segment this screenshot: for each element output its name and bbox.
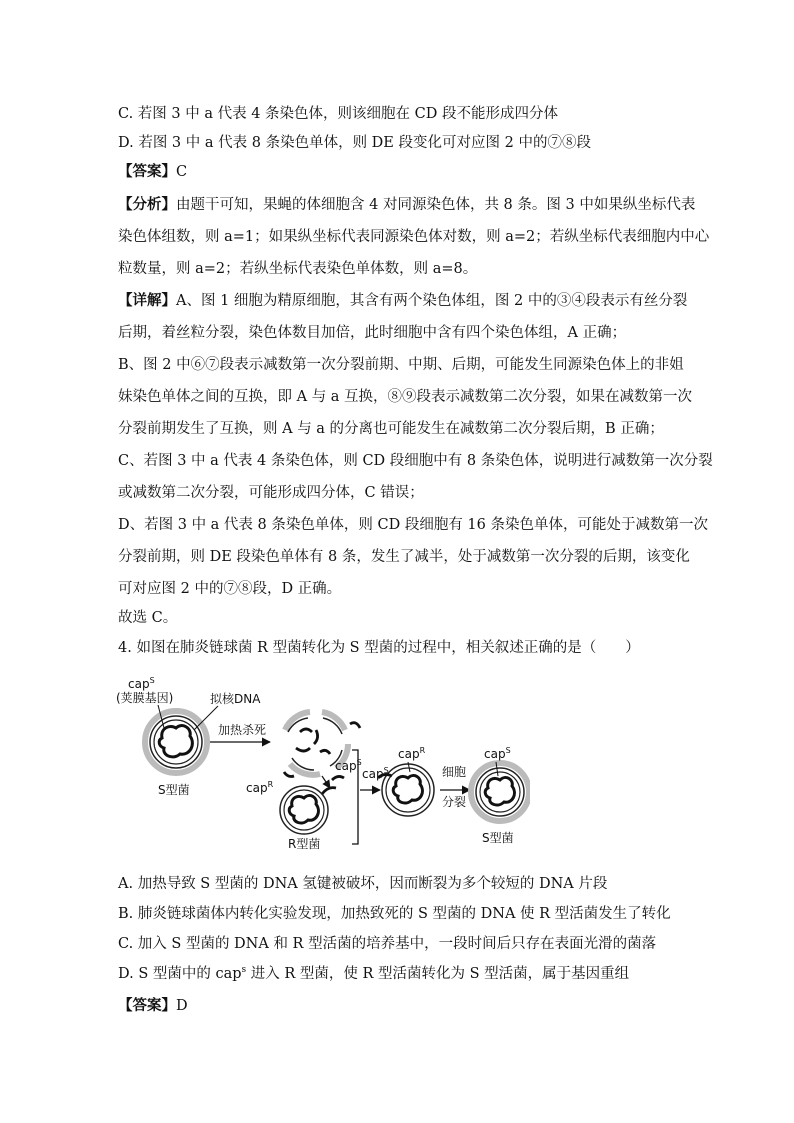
option-d: D. S 型菌中的 cap$^s$ 进入 R 型菌，使 R 型活菌转化为 S 型活菌，属于基因重组 [118, 965, 630, 982]
cap-s-label: cap$^S$ [484, 746, 511, 761]
cap-r-label: cap$^R$ [398, 746, 426, 761]
cap-s-fragment [322, 788, 336, 794]
transformation-diagram [110, 672, 530, 854]
s-bacterium-label: S型菌 [158, 783, 190, 797]
detail-line-4: 妹染色单体之间的互换，即 A 与 a 互换，⑧⑨段表示减数第二次分裂，如果在减数第一次 [118, 389, 693, 405]
s-bacterium-result [471, 763, 529, 821]
cap-s-label: cap$^S$ [335, 758, 362, 773]
cell-division-label-2: 分裂 [442, 795, 467, 809]
option-b: B. 肺炎链球菌体内转化实验发现，加热致死的 S 型菌的 DNA 使 R 型活菌发生了转化 [118, 906, 671, 922]
answer-line-q3 [118, 161, 678, 183]
answer-value: D [176, 998, 188, 1014]
answer-tag: 【答案】 [118, 997, 176, 1014]
detail-line-10: 可对应图 2 中的⑦⑧段，D 正确。 [118, 581, 342, 597]
r-bacterium-label: R型菌 [288, 837, 321, 851]
nucleoid-dna-label: 拟核DNA [210, 692, 261, 706]
analysis-line-3: 粒数量，则 a=2；若纵坐标代表染色单体数，则 a=8。 [118, 261, 478, 277]
fragment-arrow [322, 776, 330, 788]
detail-line-9: 分裂前期，则 DE 段染色单体有 8 条，发生了减半，处于减数第一次分裂的后期，该变化 [118, 549, 690, 565]
answer-value: C [176, 164, 188, 180]
analysis-line-2: 染色体组数，则 a=1；如果纵坐标代表同源染色体对数，则 a=2；若纵坐标代表细胞内中心 [118, 229, 710, 245]
capsule-gene-label: (荚膜基因) [116, 691, 174, 705]
cell-division-label-1: 细胞 [442, 765, 467, 779]
answer-tag: 【答案】 [118, 163, 176, 180]
detail-line-2: 后期，着丝粒分裂，染色体数目加倍，此时细胞中含有四个染色体组，A 正确； [118, 325, 627, 341]
question-4-stem: 4. 如图在肺炎链球菌 R 型菌转化为 S 型菌的过程中，相关叙述正确的是（ ） [118, 640, 640, 656]
detail-line-8: D、若图 3 中 a 代表 8 条染色单体，则 CD 段细胞有 16 条染色单体，可能处于减数第一次 [118, 517, 708, 533]
s-bacterium-left [145, 711, 207, 773]
option-c-line: C. 若图 3 中 a 代表 4 条染色体，则该细胞在 CD 段不能形成四分体 [118, 106, 558, 122]
cap-r-label: cap$^R$ [246, 780, 274, 795]
detail-line-5: 分裂前期发生了互换，则 A 与 a 的分离也可能发生在减数第二次分裂后期，B 正确； [118, 421, 664, 437]
option-d-line: D. 若图 3 中 a 代表 8 条染色单体，则 DE 段变化可对应图 2 中的⑦⑧段 [118, 135, 591, 151]
detail-line-6: C、若图 3 中 a 代表 4 条染色体，则 CD 段细胞中有 8 条染色体，说明进行减数第一次分裂 [118, 453, 713, 469]
answer-line-q4 [118, 995, 678, 1017]
analysis-tag: 【分析】 [118, 196, 176, 213]
cap-s-label: cap$^S$ [128, 676, 155, 691]
detail-line-3: B、图 2 中⑥⑦段表示减数第一次分裂前期、中期、后期，可能发生同源染色体上的非姐 [118, 357, 684, 373]
detail-line-1: 【详解】A、图 1 细胞为精原细胞，其含有两个染色体组，图 2 中的③④段表示有丝分裂 [118, 292, 688, 309]
option-a: A. 加热导致 S 型菌的 DNA 氢键被破坏，因而断裂为多个较短的 DNA 片段 [118, 876, 608, 892]
r-bacterium [280, 786, 328, 834]
heat-kill-label: 加热杀死 [218, 723, 267, 737]
option-c: C. 加入 S 型菌的 DNA 和 R 型活菌的培养基中，一段时间后只存在表面光滑的菌落 [118, 936, 657, 952]
conclusion-line: 故选 C。 [118, 610, 178, 626]
detail-tag: 【详解】 [118, 292, 176, 309]
analysis-line-1: 【分析】由题干可知，果蝇的体细胞含 4 对同源染色体，共 8 条。图 3 中如果纵坐标代表 [118, 196, 696, 213]
s-bacterium-result-label: S型菌 [482, 831, 514, 845]
detail-line-7: 或减数第二次分裂，可能形成四分体，C 错误； [118, 485, 424, 501]
cap-s-label: cap$^S$ [362, 766, 389, 781]
